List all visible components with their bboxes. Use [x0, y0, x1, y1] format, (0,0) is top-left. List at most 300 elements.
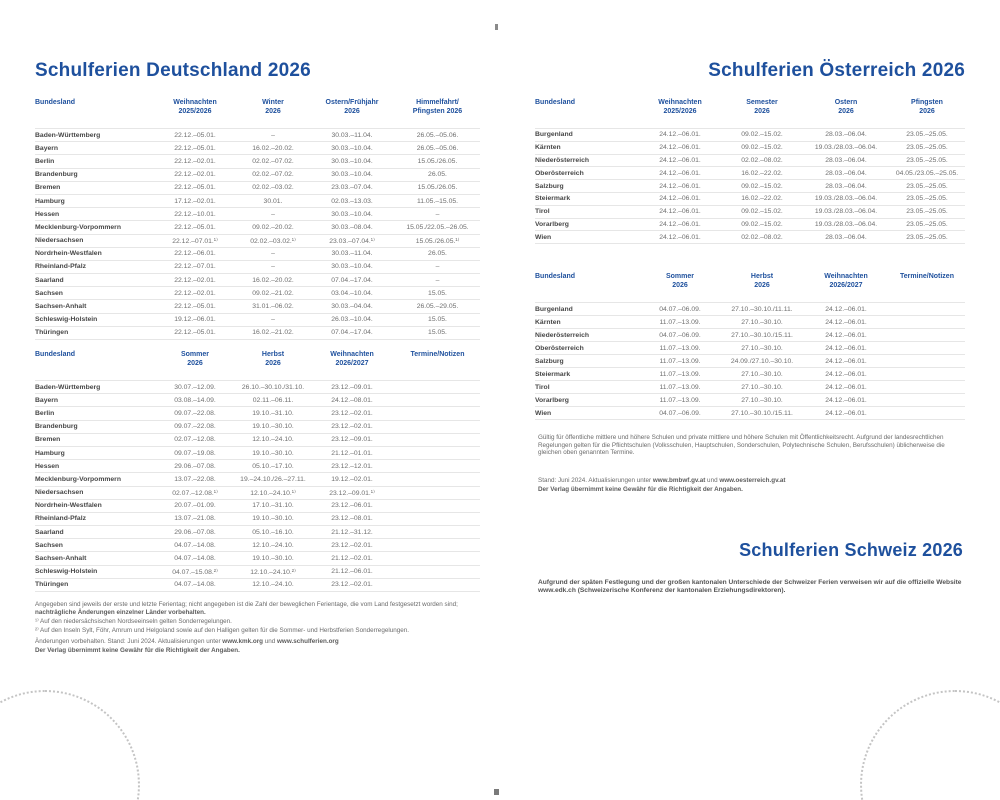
date-range: 30.07.–12.09. [174, 383, 216, 391]
date-range: 24.12.–06.01. [825, 383, 867, 391]
date-range: 09.02.–15.02. [741, 182, 783, 190]
table-row [535, 367, 965, 380]
table-row [35, 380, 480, 393]
table-row [35, 273, 480, 286]
table-row [535, 218, 965, 231]
bundesland-name: Sachsen [35, 289, 63, 297]
date-range: 07.04.–17.04. [331, 276, 373, 284]
date-range: 15.05./26.05.¹⁾ [415, 237, 460, 245]
column-header: Ostern 2026 [834, 99, 858, 115]
bundesland-name: Kärnten [535, 318, 561, 326]
date-range: 13.07.–21.08. [174, 515, 216, 523]
bundesland-name: Burgenland [535, 131, 573, 139]
date-range: 24.12.–06.01. [825, 305, 867, 313]
date-range: 23.12.–09.01. [331, 436, 373, 444]
date-range: 22.12.–06.01. [174, 250, 216, 258]
table-row [35, 433, 480, 446]
date-range: 09.02.–15.02. [741, 208, 783, 216]
date-range: 24.12.–06.01. [825, 318, 867, 326]
date-range: 21.12.–06.01. [331, 568, 373, 576]
date-range: 28.03.–06.04. [825, 233, 867, 241]
column-header: Bundesland [35, 99, 76, 106]
date-range: 30.03.–10.04. [331, 210, 373, 218]
date-range: 23.12.–02.01. [331, 541, 373, 549]
date-range: 24.12.–06.01. [825, 344, 867, 352]
bundesland-name: Hamburg [35, 197, 65, 205]
bundesland-name: Bremen [35, 436, 61, 444]
date-range: 28.03.–06.04. [825, 131, 867, 139]
table-row [535, 393, 965, 406]
date-range: 03.08.–14.09. [174, 396, 216, 404]
date-range: 22.12.–07.01.¹⁾ [172, 237, 218, 245]
date-range: 23.05.–25.05. [906, 220, 948, 228]
note-switzerland: Aufgrund der späten Festlegung und der großen kantonalen Unterschiede der Schweizer Ferien verweisen wir auf die offizielle Website www.edk.ch (Schweizerische Konferenz der kantonalen Erziehungsdirektoren). [538, 579, 962, 594]
date-range: 24.12.–06.01. [825, 331, 867, 339]
table-row [35, 565, 480, 578]
table-row [35, 128, 480, 141]
date-range: 30.03.–10.04. [331, 171, 373, 179]
table-row [535, 315, 965, 328]
column-header: Weihnachten 2025/2026 [173, 99, 217, 115]
date-range: 27.10.–30.10./15.11. [731, 409, 793, 417]
date-range: 20.07.–01.09. [174, 502, 216, 510]
date-range: 11.07.–13.09. [659, 370, 701, 378]
date-range: 02.02.–08.02. [741, 156, 783, 164]
table-row [535, 302, 965, 315]
bundesland-name: Nordrhein-Westfalen [35, 502, 102, 510]
date-range: 26.05.–05.06. [416, 131, 459, 139]
date-range: 19.10.–30.10. [252, 555, 294, 563]
date-range: 05.10.–16.10. [252, 528, 294, 536]
bundesland-name: Hamburg [35, 449, 65, 457]
date-range: 15.05./26.05. [417, 184, 458, 192]
column-header: Sommer 2026 [665, 273, 694, 289]
note-line: Gültig für öffentliche mittlere und höhere Schulen und private mittlere und höhere Schulen mit Öffentlichkeitsrecht. Aufgrund der landesrechtlichen Regelungen gelten für die Pflichtschulen (Volksschulen, Hauptschulen, Sonderschulen, Polytechnische Schulen, Berufsschulen) üblicherweise die gleichen oben genannten Termine. [538, 434, 945, 457]
bundesland-name: Oberösterreich [535, 344, 584, 352]
date-range: 02.11.–06.11. [252, 396, 294, 404]
date-range: 11.05.–15.05. [416, 197, 459, 205]
date-range: 16.02.–22.02. [741, 169, 783, 177]
table-row [35, 260, 480, 273]
column-header: Pfingsten 2026 [911, 99, 943, 115]
bundesland-name: Brandenburg [35, 423, 78, 431]
column-header: Winter 2026 [262, 99, 284, 115]
date-range: 24.12.–06.01. [659, 156, 701, 164]
date-range: 04.07.–06.09. [659, 409, 701, 417]
column-header: Bundesland [35, 351, 76, 358]
table-row [35, 486, 480, 499]
table-row [535, 380, 965, 393]
date-range: 11.07.–13.09. [659, 344, 701, 352]
date-range: – [271, 316, 275, 324]
column-header: Ostern/Frühjahr 2026 [325, 99, 379, 115]
date-range: 24.12.–08.01. [331, 396, 373, 404]
note-line: Stand: Juni 2024. Aktualisierungen unter www.bmbwf.gv.at und www.oesterreich.gv.at [538, 477, 786, 484]
date-range: 23.03.–07.04.¹⁾ [329, 237, 375, 245]
date-range: 29.06.–07.08. [174, 462, 216, 470]
table-row [35, 247, 480, 260]
date-range: 22.12.–07.01. [174, 263, 216, 271]
date-range: 27.10.–30.10. [741, 344, 783, 352]
date-range: 04.07.–06.09. [659, 331, 701, 339]
bundesland-name: Salzburg [535, 357, 564, 365]
bundesland-name: Saarland [35, 276, 64, 284]
bundesland-name: Wien [535, 409, 552, 417]
bundesland-name: Hessen [35, 210, 60, 218]
bundesland-name: Tirol [535, 208, 550, 216]
bundesland-name: Sachsen [35, 541, 63, 549]
date-range: 21.12.–31.12. [331, 528, 373, 536]
column-header: Weihnachten 2026/2027 [824, 273, 868, 289]
date-range: 09.02.–15.02. [741, 220, 783, 228]
registration-mark-bottom [494, 789, 499, 795]
bundesland-name: Baden-Württemberg [35, 383, 101, 391]
date-range: 17.10.–31.10. [252, 502, 294, 510]
date-range: 22.12.–10.01. [174, 210, 216, 218]
table-row [35, 512, 480, 525]
date-range: 22.12.–02.01. [174, 276, 216, 284]
holiday-table-austria-first-half [535, 96, 965, 244]
date-range: 09.07.–22.08. [174, 423, 216, 431]
date-range: 23.12.–06.01. [331, 502, 373, 510]
date-range: 19.12.–02.01. [331, 475, 373, 483]
table-row [535, 179, 965, 192]
table-row [35, 181, 480, 194]
date-range: 19.03./28.03.–06.04. [814, 208, 878, 216]
note-line: ²⁾ Auf den Inseln Sylt, Föhr, Amrum und Helgoland sowie auf den Halligen gelten für die Sommer- und Herbstferien Sonderregelungen. [35, 626, 409, 634]
date-range: 23.05.–25.05. [906, 131, 948, 139]
table-row [35, 551, 480, 564]
page-title-austria: Schulferien Österreich 2026 [708, 60, 965, 81]
date-range: 29.06.–07.08. [174, 528, 216, 536]
date-range: 09.07.–22.08. [174, 409, 216, 417]
date-range: 31.01.–06.02. [252, 303, 294, 311]
date-range: 16.02.–20.02. [252, 276, 294, 284]
date-range: 24.12.–06.01. [825, 357, 867, 365]
date-range: 23.12.–12.01. [331, 462, 373, 470]
table-row [535, 354, 965, 367]
date-range: 15.05./26.05. [417, 157, 458, 165]
table-row [535, 406, 965, 419]
bundesland-name: Thüringen [35, 329, 69, 337]
date-range: 30.03.–08.04. [331, 223, 373, 231]
date-range: 16.02.–21.02. [252, 329, 294, 337]
date-range: – [435, 263, 440, 271]
date-range: 23.03.–07.04. [331, 184, 373, 192]
registration-mark-top [495, 24, 498, 30]
date-range: 30.03.–11.04. [331, 131, 373, 139]
date-range: 23.05.–25.05. [906, 233, 948, 241]
date-range: 24.12.–06.01. [825, 370, 867, 378]
table-row [535, 154, 965, 167]
table-row [35, 299, 480, 312]
date-range: 23.05.–25.05. [906, 144, 948, 152]
date-range: 27.10.–30.10./11.11. [731, 305, 793, 313]
bundesland-name: Bayern [35, 144, 59, 152]
date-range: – [435, 276, 440, 284]
date-range: 27.10.–30.10. [741, 318, 783, 326]
holiday-table-germany-second-half [35, 348, 480, 592]
column-header: Herbst 2026 [261, 351, 285, 367]
date-range: 19.03./28.03.–06.04. [814, 220, 878, 228]
table-row [35, 326, 480, 339]
date-range: 09.02.–15.02. [741, 144, 783, 152]
date-range: 24.12.–06.01. [659, 233, 701, 241]
column-header: Termine/Notizen [900, 273, 954, 280]
date-range: 17.12.–02.01. [174, 197, 216, 205]
date-range: 22.12.–02.01. [174, 157, 216, 165]
table-header-row [535, 96, 965, 128]
date-range: 09.02.–15.02. [741, 131, 783, 139]
date-range: 19.10.–30.10. [252, 515, 294, 523]
date-range: 11.07.–13.09. [659, 396, 701, 404]
table-row [535, 128, 965, 141]
bundesland-name: Sachsen-Anhalt [35, 303, 87, 311]
date-range: 02.07.–12.08. [174, 436, 216, 444]
page-title-switzerland: Schulferien Schweiz 2026 [739, 540, 963, 560]
bundesland-name: Berlin [35, 157, 55, 165]
table-row [35, 499, 480, 512]
table-row [35, 538, 480, 551]
bundesland-name: Oberösterreich [535, 169, 584, 177]
bundesland-name: Vorarlberg [535, 220, 569, 228]
date-range: 27.10.–30.10. [741, 370, 783, 378]
table-row [535, 230, 965, 243]
note-line: Änderungen vorbehalten. Stand: Juni 2024. Aktualisierungen unter www.kmk.org und www.schulferien.org [35, 638, 339, 646]
bundesland-name: Berlin [35, 409, 55, 417]
page-title-germany: Schulferien Deutschland 2026 [35, 60, 311, 81]
date-range: 21.12.–02.01. [331, 555, 373, 563]
date-range: 24.09./27.10.–30.10. [730, 357, 794, 365]
table-row [35, 194, 480, 207]
corner-arc-right [860, 690, 1000, 800]
table-row [35, 168, 480, 181]
date-range: 12.10.–24.10. [252, 581, 294, 589]
footnotes-austria-validity [538, 434, 965, 458]
date-range: 04.07.–14.08. [174, 581, 216, 589]
date-range: 19.03./28.03.–06.04. [814, 195, 878, 203]
column-header: Himmelfahrt/ Pfingsten 2026 [412, 99, 463, 115]
date-range: 11.07.–13.09. [659, 318, 701, 326]
bundesland-name: Sachsen-Anhalt [35, 555, 87, 563]
date-range: 22.12.–05.01. [174, 184, 216, 192]
date-range: 26.03.–10.04. [331, 316, 373, 324]
bundesland-name: Wien [535, 233, 552, 241]
date-range: 23.12.–09.01. [331, 383, 373, 391]
date-range: 26.05. [428, 250, 447, 258]
date-range: 24.12.–06.01. [659, 182, 701, 190]
date-range: 30.01. [263, 197, 283, 205]
bundesland-name: Baden-Württemberg [35, 131, 101, 139]
date-range: 23.12.–02.01. [331, 423, 373, 431]
date-range: 19.10.–30.10. [252, 449, 294, 457]
table-row [35, 472, 480, 485]
table-row [35, 234, 480, 247]
bundesland-name: Brandenburg [35, 171, 78, 179]
date-range: 24.12.–06.01. [659, 169, 701, 177]
date-range: 24.12.–06.01. [659, 208, 701, 216]
bundesland-name: Hessen [35, 462, 60, 470]
bundesland-name: Rheinland-Pfalz [35, 515, 86, 523]
table-row [35, 525, 480, 538]
date-range: 12.10.–24.10. [252, 541, 294, 549]
date-range: 11.07.–13.09. [659, 357, 701, 365]
date-range: 27.10.–30.10. [741, 383, 783, 391]
date-range: 22.12.–05.01. [174, 223, 216, 231]
date-range: 26.05.–29.05. [416, 303, 459, 311]
date-range: 19.10.–30.10. [252, 423, 294, 431]
date-range: 30.03.–04.04. [331, 303, 373, 311]
date-range: 24.12.–06.01. [659, 195, 701, 203]
date-range: 26.05.–05.06. [416, 144, 459, 152]
date-range: 23.05.–25.05. [906, 156, 948, 164]
date-range: 02.03.–13.03. [331, 197, 373, 205]
table-row [35, 393, 480, 406]
table-row [535, 341, 965, 354]
date-range: 24.12.–06.01. [659, 131, 701, 139]
date-range: 26.10.–30.10./31.10. [241, 383, 305, 391]
date-range: 04.07.–15.08.²⁾ [172, 568, 218, 576]
date-range: 02.07.–12.08.¹⁾ [172, 489, 218, 497]
date-range: 22.12.–05.01. [174, 144, 216, 152]
bundesland-name: Schleswig-Holstein [35, 568, 98, 576]
holiday-table-germany-first-half [35, 96, 480, 340]
footnotes-germany [35, 601, 465, 657]
table-row [535, 192, 965, 205]
table-header-row [35, 348, 480, 380]
date-range: 09.07.–19.08. [174, 449, 216, 457]
date-range: 22.12.–05.01. [174, 303, 216, 311]
bundesland-name: Vorarlberg [535, 396, 569, 404]
date-range: 09.02.–21.02. [252, 289, 294, 297]
date-range: 24.12.–06.01. [825, 409, 867, 417]
date-range: 30.03.–10.04. [331, 263, 373, 271]
date-range: 23.05.–25.05. [906, 182, 948, 190]
date-range: – [271, 263, 275, 271]
bundesland-name: Steiermark [535, 195, 571, 203]
table-header-row [535, 270, 965, 302]
table-row [35, 313, 480, 326]
column-header: Weihnachten 2025/2026 [658, 99, 702, 115]
date-range: 04.07.–14.08. [174, 555, 216, 563]
date-range: 24.12.–06.01. [659, 220, 701, 228]
date-range: 28.03.–06.04. [825, 169, 867, 177]
date-range: 27.10.–30.10. [741, 396, 783, 404]
date-range: 13.07.–22.08. [174, 475, 216, 483]
date-range: 27.10.–30.10./15.11. [731, 331, 793, 339]
corner-arc-left [0, 690, 140, 800]
date-range: 12.10.–24.10.²⁾ [250, 568, 296, 576]
column-header: Bundesland [535, 273, 576, 280]
table-header-row [35, 96, 480, 128]
bundesland-name: Bayern [35, 396, 59, 404]
date-range: 04.07.–06.09. [659, 305, 701, 313]
table-row [535, 205, 965, 218]
date-range: 22.12.–02.01. [174, 171, 216, 179]
date-range: 16.02.–20.02. [252, 144, 294, 152]
date-range: 22.12.–02.01. [174, 289, 216, 297]
bundesland-name: Schleswig-Holstein [35, 316, 98, 324]
note-line: Der Verlag übernimmt keine Gewähr für die Richtigkeit der Angaben. [538, 486, 743, 494]
date-range: 19.03./28.03.–06.04. [814, 144, 878, 152]
date-range: 19.12.–06.01. [174, 316, 216, 324]
bundesland-name: Mecklenburg-Vorpommern [35, 475, 121, 483]
date-range: 16.02.–22.02. [741, 195, 783, 203]
date-range: – [271, 250, 275, 258]
bundesland-name: Niederösterreich [535, 156, 590, 164]
date-range: 23.12.–09.01.¹⁾ [329, 489, 375, 497]
table-row [35, 220, 480, 233]
date-range: 30.03.–10.04. [331, 144, 373, 152]
note-line: ¹⁾ Auf den niedersächsischen Nordseeinseln gelten Sonderregelungen. [35, 617, 232, 625]
table-row [35, 406, 480, 419]
column-header: Herbst 2026 [750, 273, 774, 289]
date-range: 19.–24.10./26.–27.11. [240, 475, 306, 483]
table-row [35, 459, 480, 472]
date-range: 22.12.–05.01. [174, 131, 216, 139]
bundesland-name: Saarland [35, 528, 64, 536]
bundesland-name: Niederösterreich [535, 331, 590, 339]
date-range: 28.03.–06.04. [825, 182, 867, 190]
column-header: Sommer 2026 [180, 351, 209, 367]
date-range: 23.12.–08.01. [331, 515, 373, 523]
date-range: 09.02.–20.02. [252, 223, 294, 231]
date-range: 05.10.–17.10. [252, 462, 294, 470]
table-row [35, 207, 480, 220]
bundesland-name: Rheinland-Pfalz [35, 263, 86, 271]
date-range: – [271, 131, 275, 139]
bundesland-name: Tirol [535, 383, 550, 391]
bundesland-name: Thüringen [35, 581, 69, 589]
date-range: 30.03.–11.04. [331, 250, 373, 258]
date-range: 02.02.–07.02. [252, 157, 294, 165]
table-row [35, 286, 480, 299]
table-row [35, 141, 480, 154]
bundesland-name: Salzburg [535, 182, 564, 190]
date-range: 02.02.–07.02. [252, 171, 294, 179]
date-range: 11.07.–13.09. [659, 383, 701, 391]
bundesland-name: Bremen [35, 184, 61, 192]
table-row [535, 328, 965, 341]
table-row [35, 154, 480, 167]
table-row [35, 578, 480, 591]
date-range: 12.10.–24.10. [252, 436, 294, 444]
date-range: – [435, 210, 440, 218]
table-row [535, 141, 965, 154]
date-range: 24.12.–06.01. [659, 144, 701, 152]
bundesland-name: Niedersachsen [35, 489, 84, 497]
bundesland-name: Niedersachsen [35, 237, 84, 245]
date-range: 23.05.–25.05. [906, 195, 948, 203]
note-line: Der Verlag übernimmt keine Gewähr für die Richtigkeit der Angaben. [35, 647, 240, 655]
bundesland-name: Nordrhein-Westfalen [35, 250, 102, 258]
date-range: 03.04.–10.04. [331, 289, 373, 297]
note-line: Angegeben sind jeweils der erste und letzte Ferientag; nicht angegeben ist die Zahl der beweglichen Ferientage, die vom Land festgesetzt worden sind; nachträgliche Änderungen einzelner Länder vorbehalten. [35, 601, 458, 616]
date-range: 28.03.–06.04. [825, 156, 867, 164]
date-range: 07.04.–17.04. [331, 329, 373, 337]
table-row [535, 166, 965, 179]
date-range: 02.02.–03.02.¹⁾ [250, 237, 296, 245]
column-header: Termine/Notizen [410, 351, 465, 358]
holiday-table-austria-second-half [535, 270, 965, 420]
column-header: Weihnachten 2026/2027 [330, 351, 374, 367]
bundesland-name: Burgenland [535, 305, 573, 313]
date-range: 23.05.–25.05. [906, 208, 948, 216]
footnotes-austria-stand [538, 477, 965, 495]
date-range: – [271, 210, 275, 218]
table-row [35, 446, 480, 459]
bundesland-name: Kärnten [535, 144, 561, 152]
